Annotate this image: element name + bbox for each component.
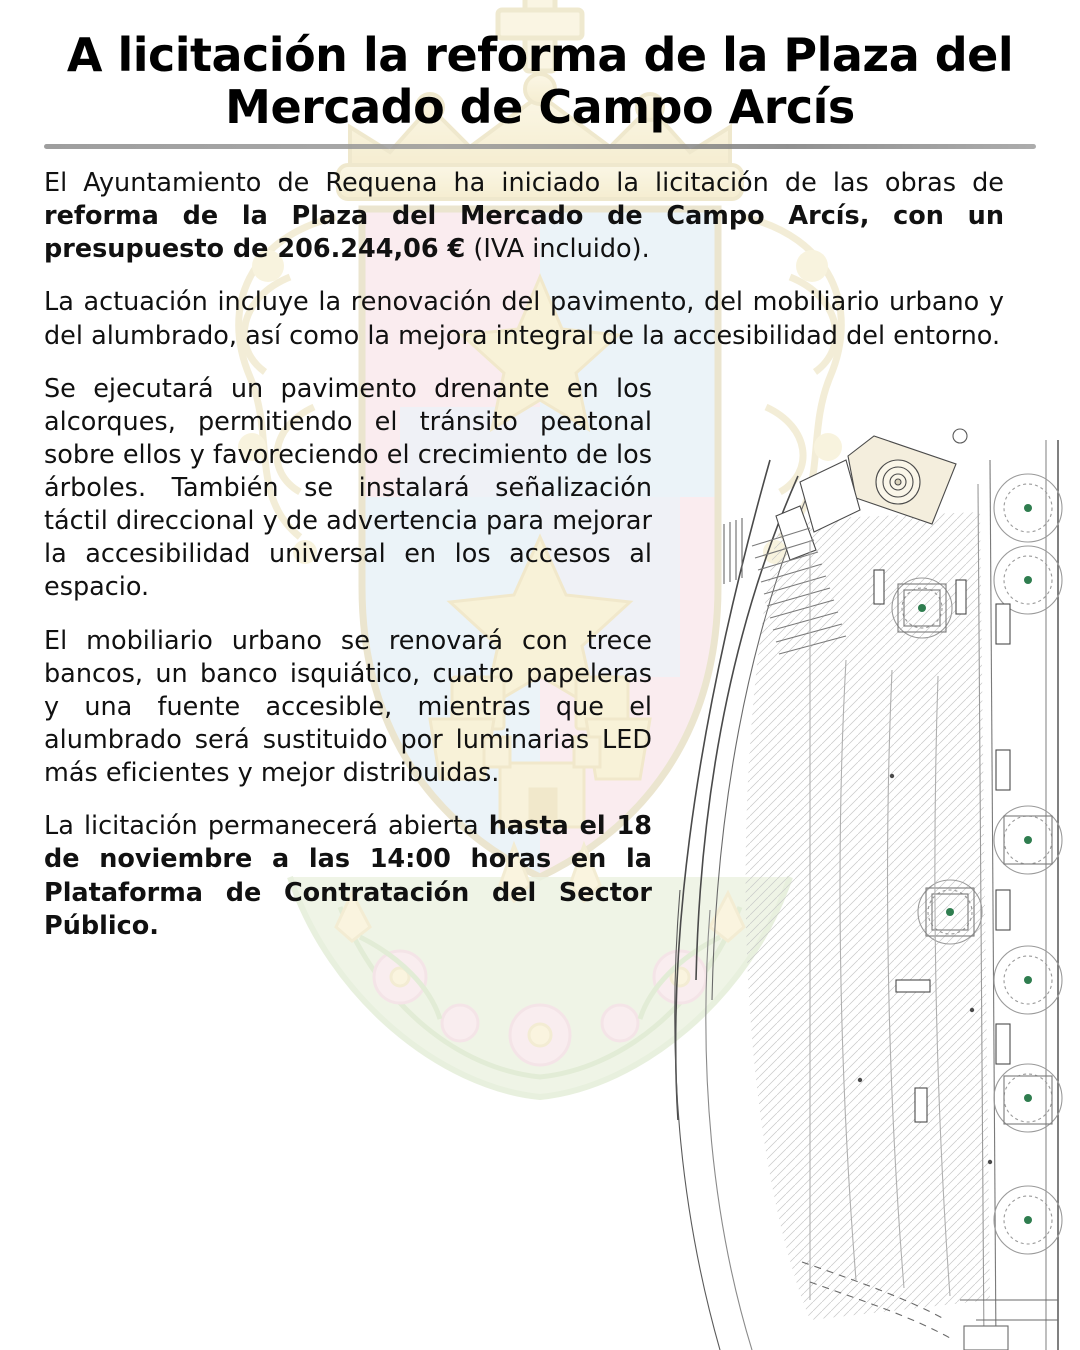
paragraph-p3 — [44, 373, 652, 605]
paragraph-p1 — [44, 167, 1004, 266]
page-title: A licitación la reforma de la Plaza del Mercado de Campo Arcís — [66, 28, 1014, 134]
paragraph-p2 — [44, 286, 1004, 352]
text-run: El Ayuntamiento de Requena ha iniciado la licitación de las obras de — [44, 167, 1004, 198]
text-run: reforma de la Plaza del Mercado de Campo Arcís, con un presupuesto de 206.244,06 € — [44, 201, 1004, 265]
text-run: hasta el 18 de noviembre a las 14:00 horas en la Plataforma de Contratación del Sector Público. — [44, 811, 652, 941]
text-run: Se ejecutará un pavimento drenante en los alcorques, permitiendo el tránsito peatonal sobre ellos y favoreciendo el crecimiento de los árboles. También se instalará señalización táctil direccional y de advertencia para mejorar la accesibilidad universal en los accesos al espacio. — [44, 373, 652, 603]
text-run: La licitación permanecerá abierta — [44, 811, 489, 842]
text-run: (IVA incluido). — [465, 234, 650, 265]
title-divider — [44, 144, 1036, 149]
paragraph-p5 — [44, 810, 652, 943]
text-run: El mobiliario urbano se renovará con trece bancos, un banco isquiático, cuatro papeleras y una fuente accesible, mientras que el alumbrado será sustituido por luminarias LED más eficientes y mejor distribuidas. — [44, 625, 652, 789]
paragraph-p4 — [44, 625, 652, 791]
article-body — [44, 167, 1036, 943]
text-run: La actuación incluye la renovación del pavimento, del mobiliario urbano y del alumbrado, así como la mejora integral de la accesibilidad del entorno. — [44, 287, 1004, 351]
